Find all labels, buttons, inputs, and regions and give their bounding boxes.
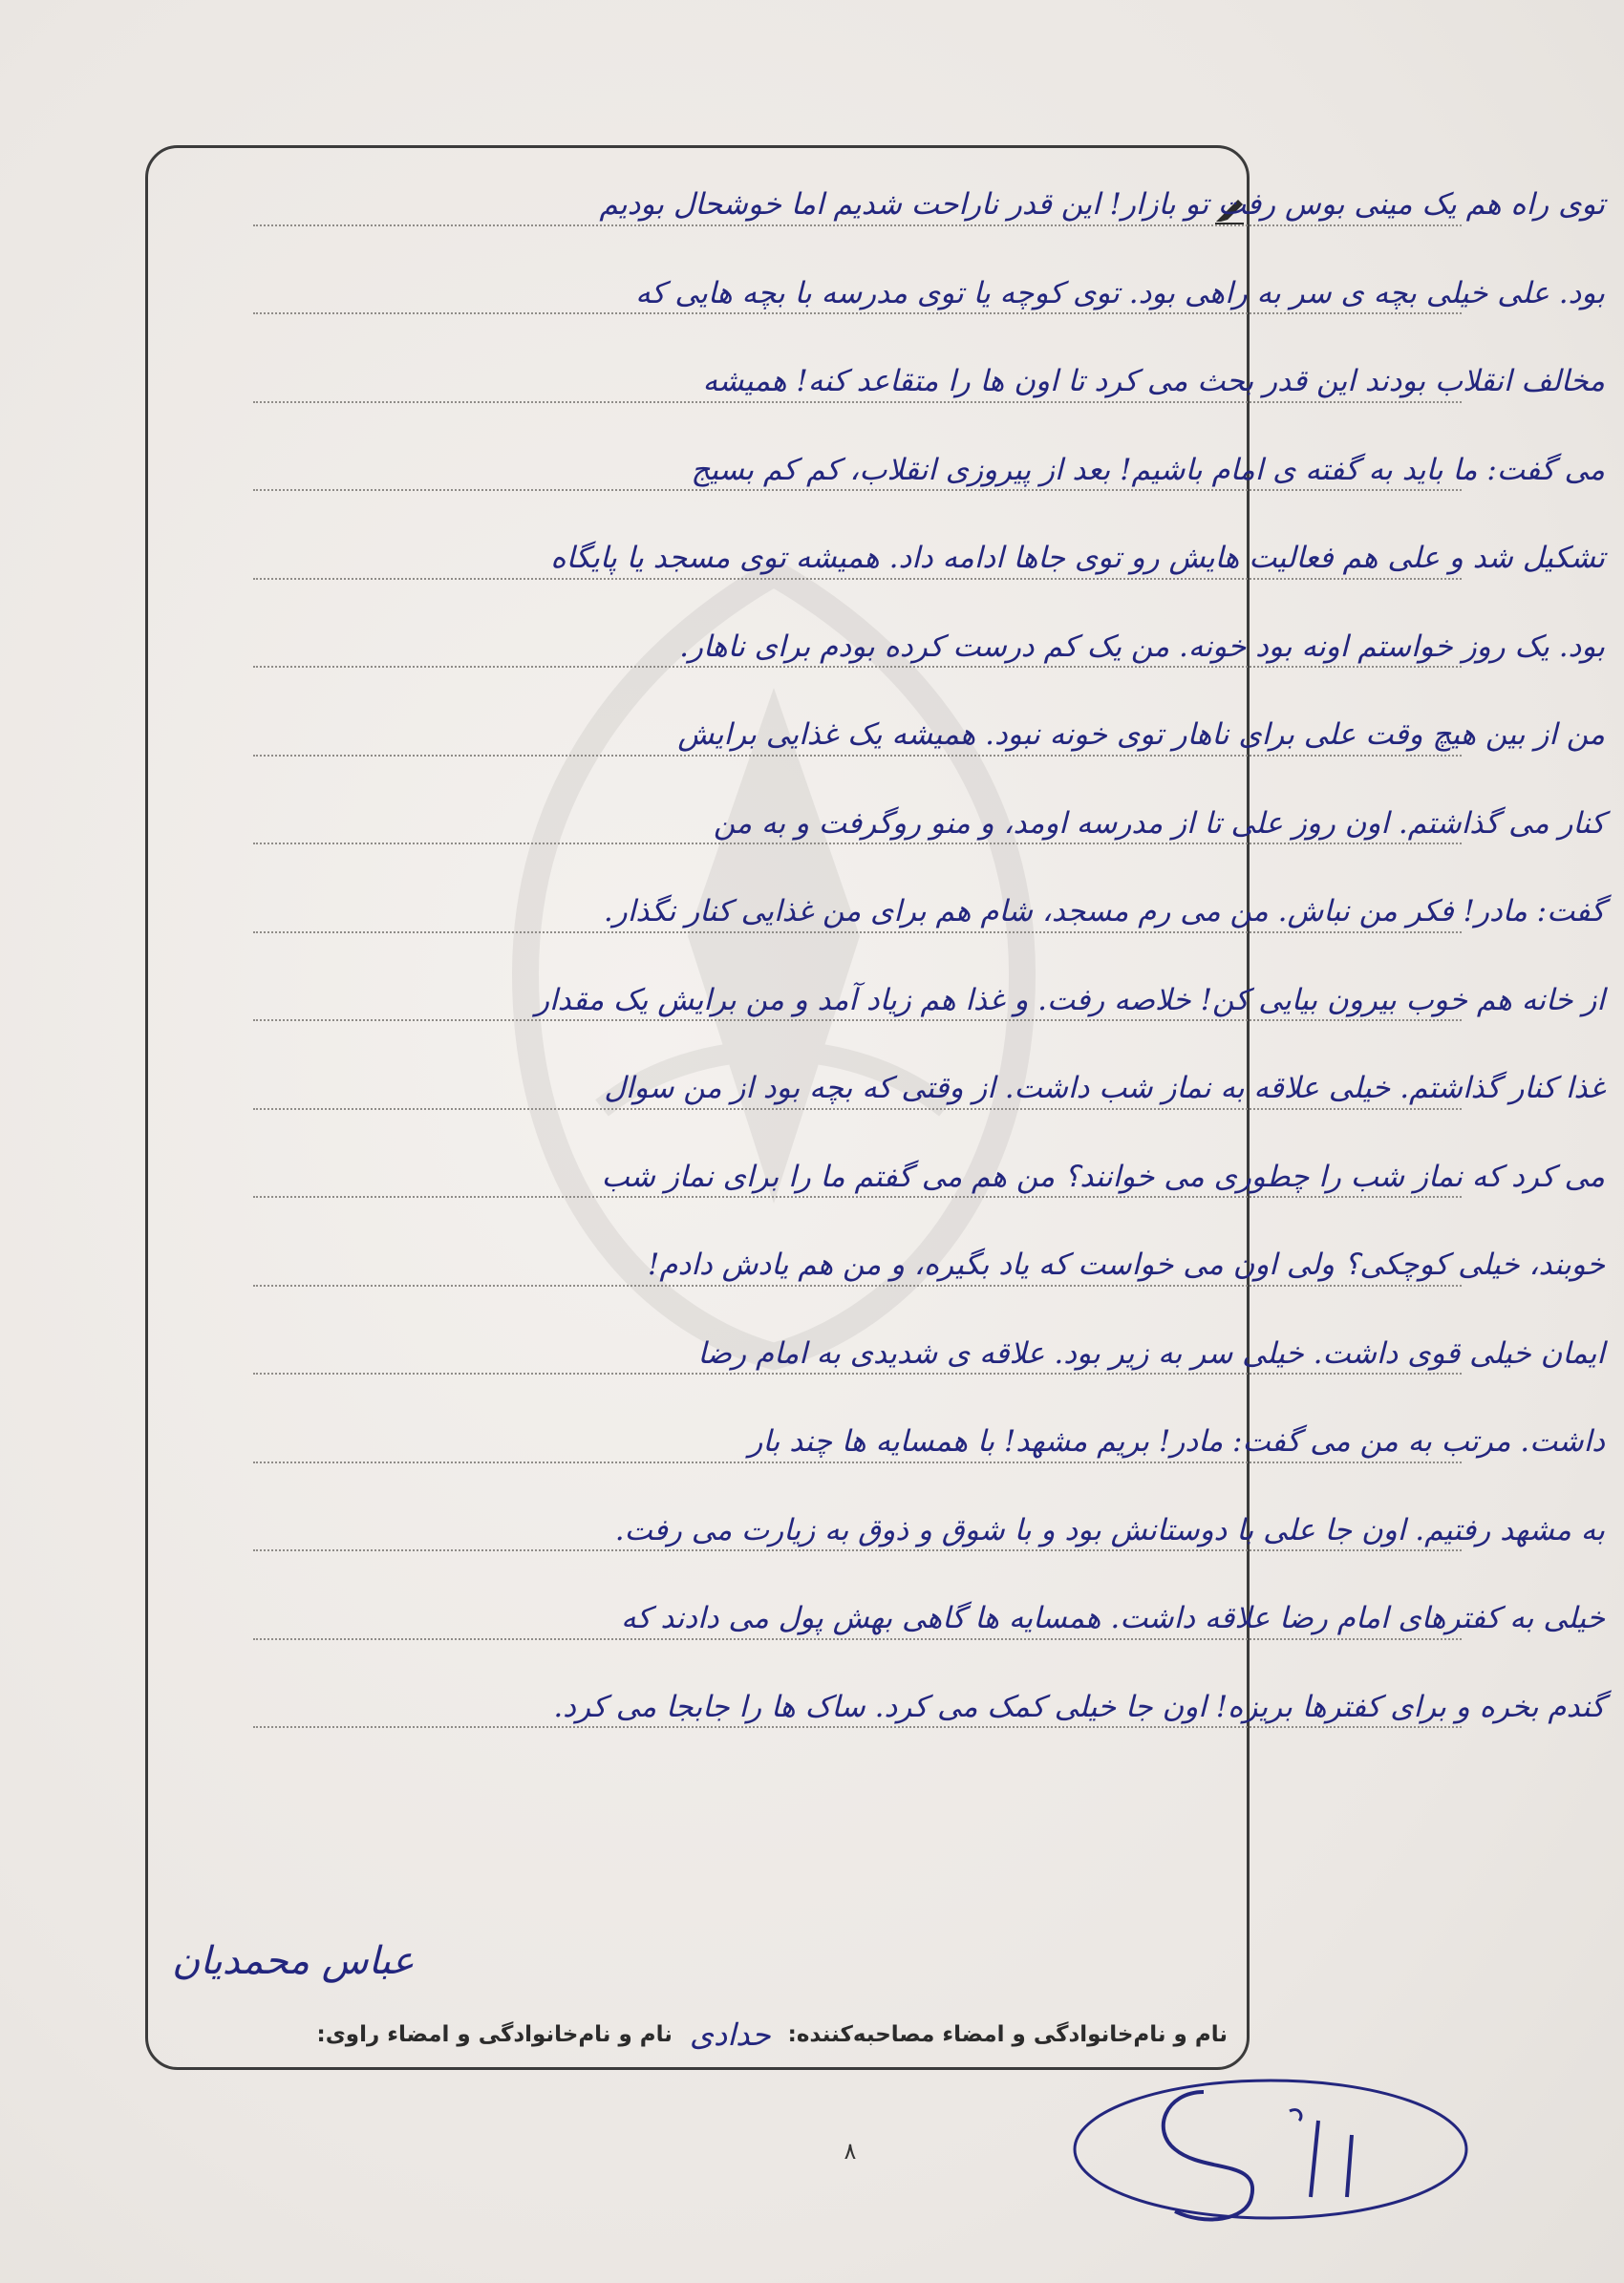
handwritten-line: بود. علی خیلی بچه ی سر به راهی بود. توی کوچه یا توی مدرسه با بچه هایی که bbox=[57, 249, 1605, 338]
interviewer-label: نام و نام‌خانوادگی و امضاء مصاحبه‌کننده: bbox=[787, 2022, 1228, 2047]
handwritten-line: خیلی به کفترهای امام رضا علاقه داشت. همسایه ها گاهی بهش پول می دادند که bbox=[57, 1574, 1605, 1663]
handwritten-line: توی راه هم یک مینی بوس رفت تو بازار! این قدر ناراحت شدیم اما خوشحال بودیم bbox=[57, 160, 1605, 249]
handwritten-line: من از بین هیچ وقت علی برای ناهار توی خونه نبود. همیشه یک غذایی برایش bbox=[57, 691, 1605, 779]
handwritten-line: داشت. مرتب به من می گفت: مادر! بریم مشهد! با همسایه ها چند بار bbox=[57, 1398, 1605, 1486]
handwritten-line: گفت: مادر! فکر من نباش. من می رم مسجد، شام هم برای من غذایی کنار نگذار. bbox=[57, 867, 1605, 956]
narrator-label: نام و نام‌خانوادگی و امضاء راوی: bbox=[316, 2022, 673, 2047]
narrator-handwritten-name: عباس محمدیان bbox=[172, 1939, 415, 1983]
handwritten-line: ایمان خیلی قوی داشت. خیلی سر به زیر بود. علاقه ی شدیدی به امام رضا bbox=[57, 1310, 1605, 1398]
handwritten-line: به مشهد رفتیم. اون جا علی با دوستانش بود و با شوق و ذوق به زیارت می رفت. bbox=[57, 1486, 1605, 1575]
handwritten-line: مخالف انقلاب بودند این قدر بحث می کرد تا اون ها را متقاعد کنه! همیشه bbox=[57, 337, 1605, 426]
handwritten-line: می گفت: ما باید به گفته ی امام باشیم! بعد از پیروزی انقلاب، کم کم بسیج bbox=[57, 426, 1605, 515]
handwritten-line: کنار می گذاشتم. اون روز علی تا از مدرسه اومد، و منو روگرفت و به من bbox=[57, 779, 1605, 868]
handwritten-line: گندم بخره و برای کفترها بریزه! اون جا خیلی کمک می کرد. ساک ها را جابجا می کرد. bbox=[57, 1663, 1605, 1752]
handwritten-line: بود. یک روز خواستم اونه بود خونه. من یک کم درست کرده بودم برای ناهار. bbox=[57, 603, 1605, 692]
signature-labels-row bbox=[167, 2016, 1228, 2054]
page-number: ۸ bbox=[844, 2138, 857, 2165]
handwritten-line: غذا کنار گذاشتم. خیلی علاقه به نماز شب داشت. از وقتی که بچه بود از من سوال bbox=[57, 1044, 1605, 1133]
handwritten-line: خوبند، خیلی کوچکی؟ ولی اون می خواست که یاد بگیره، و من هم یادش دادم! bbox=[57, 1221, 1605, 1310]
handwritten-line: تشکیل شد و علی هم فعالیت هایش رو توی جاها ادامه داد. همیشه توی مسجد یا پایگاه bbox=[57, 514, 1605, 603]
handwritten-line: می کرد که نماز شب را چطوری می خوانند؟ من هم می گفتم ما را برای نماز شب bbox=[57, 1133, 1605, 1222]
handwritten-body bbox=[57, 160, 1605, 1751]
signature-mark-icon bbox=[1060, 2054, 1481, 2235]
interviewer-handwritten-name: حدادی bbox=[689, 2016, 771, 2053]
handwritten-line: از خانه هم خوب بیرون بیایی کن! خلاصه رفت. و غذا هم زیاد آمد و من برایش یک مقدار bbox=[57, 956, 1605, 1045]
